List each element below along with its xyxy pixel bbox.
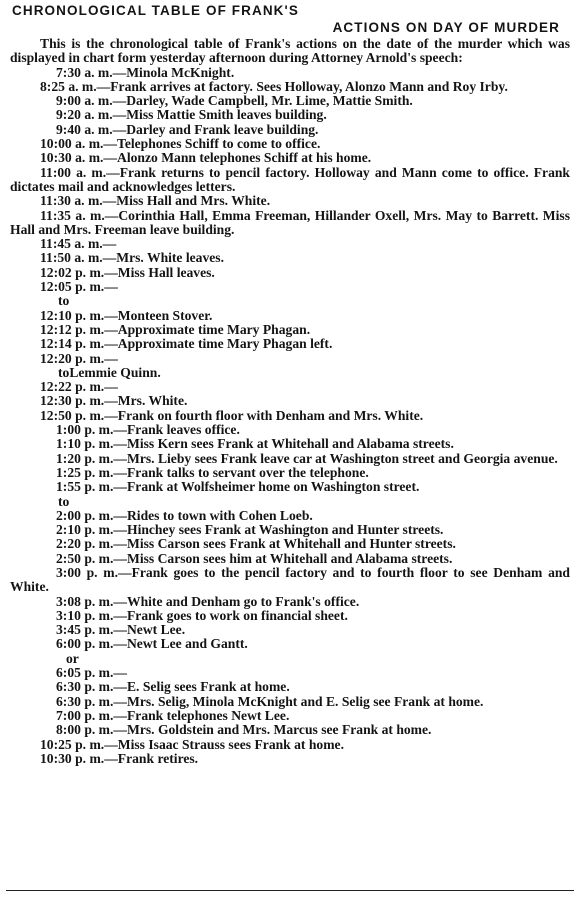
intro-paragraph: This is the chronological table of Frank's actions on the date of the murder which was displayed in chart form yesterday afternoon during Attorney Arnold's speech: [10,36,570,66]
timeline-entry: 2:50 p. m.—Miss Carson sees him at Whitehall and Alabama streets. [56,551,453,566]
timeline-entry: 7:00 p. m.—Frank telephones Newt Lee. [56,708,290,723]
timeline-connector [10,366,570,380]
timeline-entry: 2:20 p. m.—Miss Carson sees Frank at Whitehall and Hunter streets. [56,537,456,552]
timeline-entry: 1:10 p. m.—Miss Kern sees Frank at Whitehall and Alabama streets. [56,437,454,452]
timeline-entry: 6:30 p. m.—E. Selig sees Frank at home. [56,680,290,695]
timeline-entry: 12:14 p. m.—Approximate time Mary Phagan left. [40,337,333,352]
headline-line-2: ACTIONS ON DAY OF MURDER [332,20,560,35]
timeline-entry: 7:30 a. m.—Minola McKnight. [56,65,235,80]
timeline-connector: to [58,493,70,509]
timeline-entry: 12:22 p. m.— [40,380,118,395]
timeline-name: Lemmie Quinn. [69,364,161,380]
timeline-entry: 8:25 a. m.—Frank arrives at factory. Sees Holloway, Alonzo Mann and Roy Irby. [40,79,508,94]
timeline-entry: 10:30 a. m.—Alonzo Mann telephones Schiff at his home. [40,151,372,166]
timeline-entry: 2:10 p. m.—Hinchey sees Frank at Washington and Hunter streets. [56,523,444,538]
timeline-entry: 2:00 p. m.—Rides to town with Cohen Loeb. [56,508,313,523]
timeline-entry: 3:10 p. m.—Frank goes to work on financial sheet. [56,608,348,623]
timeline-entry: 6:00 p. m.—Newt Lee and Gantt. [56,637,248,652]
timeline-entry: 12:20 p. m.— [40,351,118,366]
chronological-list [10,66,570,767]
headline-line-1: CHRONOLOGICAL TABLE OF FRANK'S [12,3,299,18]
timeline-entry: 1:20 p. m.—Mrs. Lieby sees Frank leave car at Washington street and Georgia avenue. [56,451,558,466]
timeline-entry: 12:02 p. m.—Miss Hall leaves. [40,265,215,280]
timeline-entry: 10:00 a. m.—Telephones Schiff to come to office. [40,137,321,152]
timeline-entry: 6:30 p. m.—Mrs. Selig, Minola McKnight and E. Selig see Frank at home. [56,694,484,709]
connector-word: to [58,364,70,380]
timeline-entry: 3:08 p. m.—White and Denham go to Frank's office. [56,594,360,609]
timeline-entry: 11:35 a. m.—Corinthia Hall, Emma Freeman, Hillander Oxell, Mrs. May to Barrett. Miss Hall and Mrs. Freeman leave building. [10,208,570,237]
timeline-entry: 10:30 p. m.—Frank retires. [40,751,199,766]
timeline-connector: to [58,293,70,309]
timeline-entry: 8:00 p. m.—Mrs. Goldstein and Mrs. Marcus see Frank at home. [56,723,432,738]
timeline-entry: 12:30 p. m.—Mrs. White. [40,394,188,409]
timeline-entry: 10:25 p. m.—Miss Isaac Strauss sees Frank at home. [40,737,344,752]
timeline-entry: 11:00 a. m.—Frank returns to pencil factory. Holloway and Mann come to office. Frank dictates mail and acknowledges letters. [10,165,570,194]
timeline-entry: 3:00 p. m.—Frank goes to the pencil factory and to fourth floor to see Denham and White. [10,565,570,595]
timeline-entry: 11:45 a. m.— [40,237,117,252]
timeline-entry: 12:50 p. m.—Frank on fourth floor with Denham and Mrs. White. [40,408,424,423]
timeline-entry: 11:50 a. m.—Mrs. White leaves. [40,251,224,266]
timeline-entry: 1:55 p. m.—Frank at Wolfsheimer home on Washington street. [56,480,420,495]
timeline-entry: 11:30 a. m.—Miss Hall and Mrs. White. [40,194,271,209]
timeline-entry: 6:05 p. m.— [56,666,127,681]
timeline-entry: 1:00 p. m.—Frank leaves office. [56,423,240,438]
timeline-entry: 9:20 a. m.—Miss Mattie Smith leaves building. [56,108,327,123]
timeline-entry: 9:40 a. m.—Darley and Frank leave building. [56,122,319,137]
timeline-entry: 1:25 p. m.—Frank talks to servant over the telephone. [56,465,369,480]
timeline-entry: 12:10 p. m.—Monteen Stover. [40,308,213,323]
timeline-entry: 12:12 p. m.—Approximate time Mary Phagan. [40,322,311,337]
timeline-entry: 12:05 p. m.— [40,280,118,295]
timeline-entry: 9:00 a. m.—Darley, Wade Campbell, Mr. Lime, Mattie Smith. [56,94,413,109]
bottom-rule [6,890,574,891]
timeline-entry: 3:45 p. m.—Newt Lee. [56,623,186,638]
timeline-connector: or [66,650,79,666]
